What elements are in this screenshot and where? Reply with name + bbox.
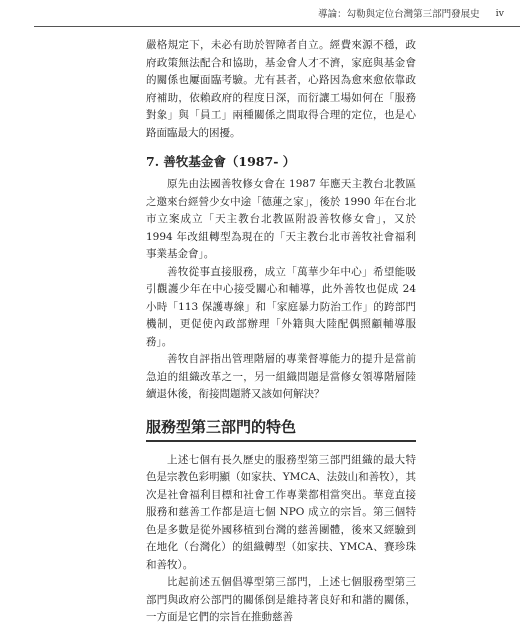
section-rule — [146, 440, 416, 442]
section-paragraph: 比起前述五個倡導型第三部門，上述七個服務型第三部門與政府公部門的關係倒是維持著良好和和諧的關係，一方面是它們的宗旨在推動慈善 — [146, 576, 416, 623]
section-heading: 服務型第三部門的特色 — [146, 417, 297, 436]
section-block — [146, 416, 416, 627]
running-header — [318, 6, 504, 20]
subsection-heading: 7. 善牧基金會（1987- ） — [146, 154, 296, 169]
subsection-paragraph: 原先由法國善牧修女會在 1987 年應天主教台北教區之邀來台經營少女中途「德蓮之家」，後於 1990 年在台北市立案成立「天主教台北教區附設善牧修女會」，又於 1994 年改組轉型為現在的「天主教台北市善牧社會福利事業基金會」。 — [146, 178, 416, 260]
subsection-paragraph: 善牧從事直接服務，成立「萬華少年中心」希望能吸引觀護少年在中心接受關心和輔導，此外善牧也促成 24 小時「113 保護專線」和「家庭暴力防治工作」的跨部門機制，更促使內政部辦理「外籍與大陸配偶照顧輔導服務」。 — [146, 265, 416, 348]
running-header-title: 導論：勾勒與定位台灣第三部門發展史 — [318, 9, 480, 20]
section-paragraph: 上述七個有長久歷史的服務型第三部門組織的最大特色是宗教色彩明顯（如家扶、YMCA、法鼓山和善牧），其次是社會福利目標和社會工作專業都相當突出。華竟直接服務和慈善工作都是這七個 NPO 成立的宗旨。第三個特色是多數是從外國移植到台灣的慈善團體，後來又經驗到在地化（台灣化）的組織轉型（如家扶、YMCA、賽珍珠和善牧）。 — [146, 453, 416, 571]
subsection-paragraph: 善牧自評指出管理階層的專業督導能力的提升是當前急迫的組織改革之一，另一組織問題是當修女領導階層陸續退休後，衔接問題將又該如何解決？ — [146, 353, 416, 400]
page-number: iv — [495, 7, 504, 19]
page-body — [146, 37, 416, 627]
header-rule — [34, 26, 520, 27]
paragraph-continued: 嚴格規定下，未必有助於智障者自立。經費來源不穩，政府政策無法配合和協助，基金會人才不濟，家庭與基金會的關係也屢面臨考驗。尤有甚者，心路因為愈來愈依靠政府補助，依賴政府的程度日深，而衍讓工場如何在「服務對象」與「員工」兩種關係之間取得合理的定位，也是心路面臨最大的困擾。 — [146, 39, 416, 139]
